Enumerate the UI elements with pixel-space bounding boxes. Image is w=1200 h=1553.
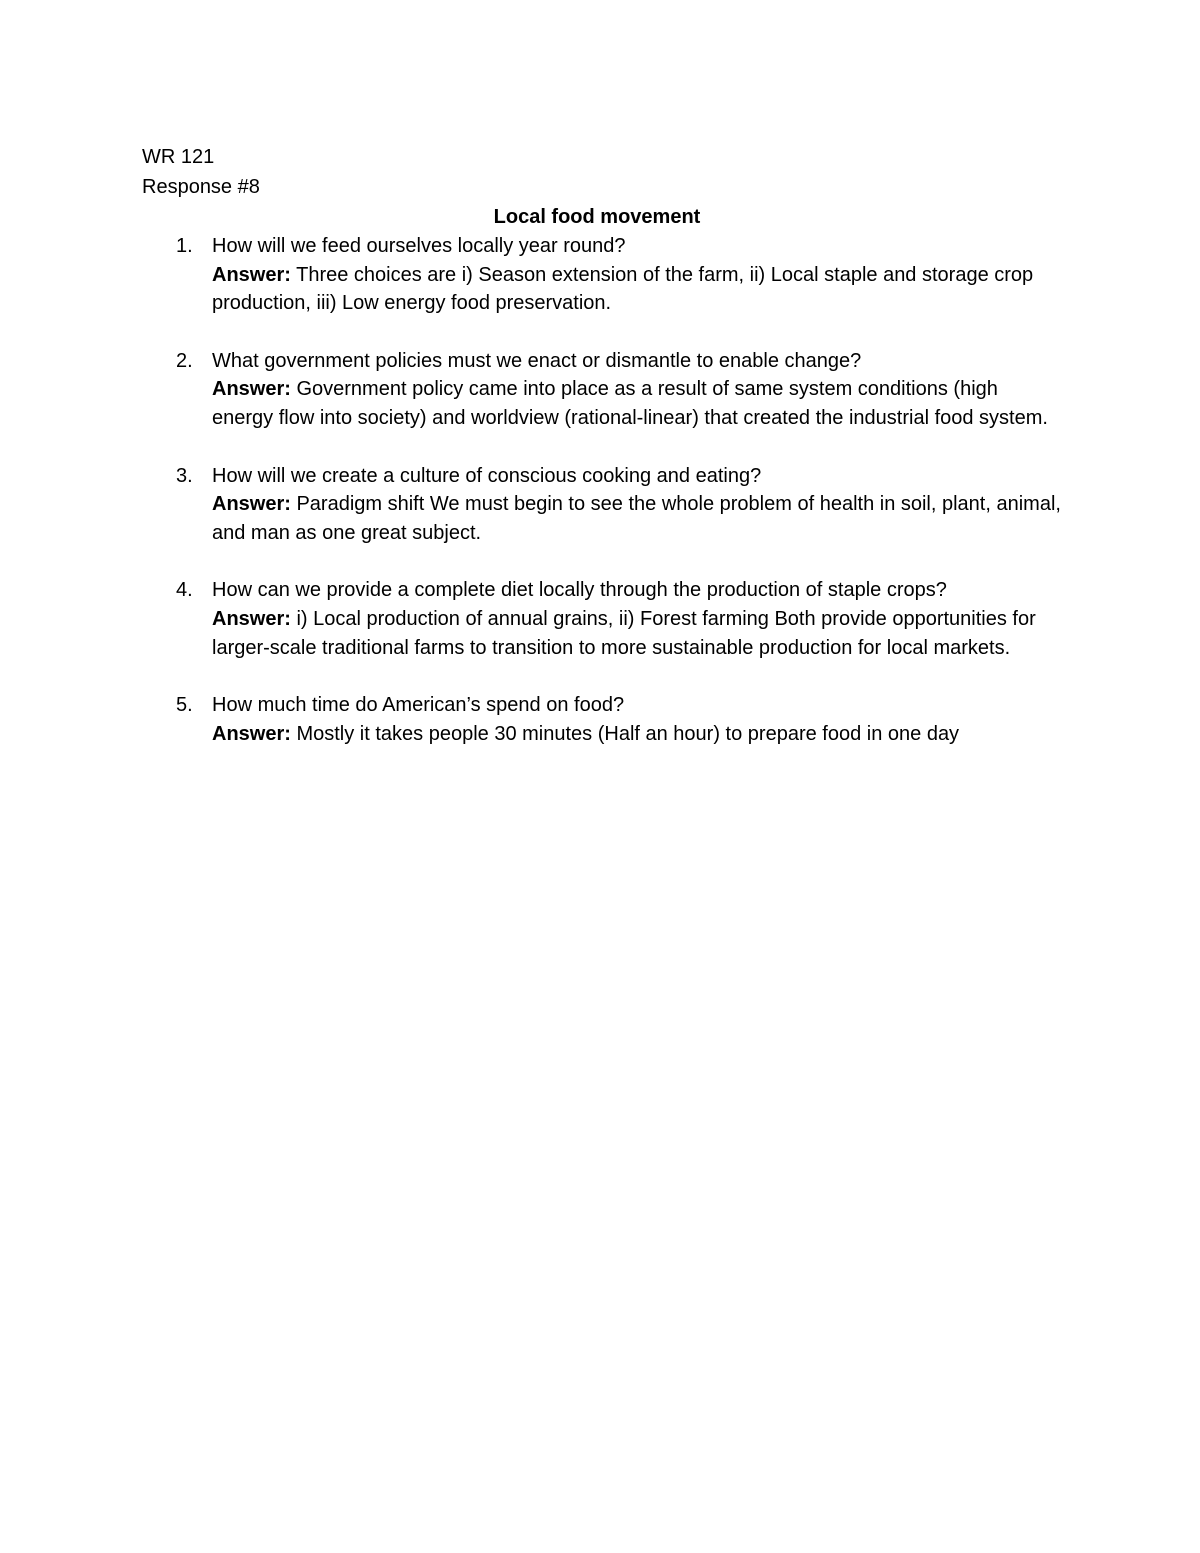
question-text: How much time do American’s spend on food? [212,694,625,717]
question-item-1 [142,232,1062,318]
question-number: 5. [176,694,193,717]
question-text: What government policies must we enact or dismantle to enable change? [212,349,862,372]
question-text: How will we feed ourselves locally year round? [212,235,626,257]
answer-label: Answer: [212,607,291,630]
course-code: WR 121 [142,146,215,168]
question-number: 4. [176,579,193,602]
answer-label: Answer: [212,493,291,516]
answer-text [212,490,1062,547]
answer-label: Answer: [212,722,291,745]
question-text: How can we provide a complete diet locally through the production of staple crops? [212,579,947,602]
answer-body: Government policy came into place as a result of same system conditions (high energy flow into society) and worldview (rational-linear) that created the industrial food system. [212,378,1048,429]
document-body [142,142,1062,777]
answer-text [212,605,1062,662]
answer-body: Three choices are i) Season extension of the farm, ii) Local staple and storage crop production, iii) Low energy food preservation. [212,263,1034,315]
answer-text [212,720,1062,749]
question-item-2 [142,347,1062,433]
question-number: 2. [176,349,193,372]
question-text: How will we create a culture of conscious cooking and eating? [212,464,762,487]
answer-label: Answer: [212,378,291,401]
answer-text [212,375,1062,432]
answer-body: i) Local production of annual grains, ii) Forest farming Both provide opportunities for larger-scale traditional farms to transition to more sustainable production for local markets. [212,607,1036,659]
document-title: Local food movement [493,206,701,228]
answer-body: Mostly it takes people 30 minutes (Half an hour) to prepare food in one day [290,722,960,745]
response-number: Response #8 [142,176,260,198]
answer-label: Answer: [212,263,291,286]
question-item-4 [142,576,1062,662]
question-list [142,232,1062,748]
question-item-5 [142,691,1062,748]
question-number: 3. [176,464,193,487]
question-item-3 [142,462,1062,548]
question-number: 1. [176,235,193,257]
answer-text [212,261,1062,318]
answer-body: Paradigm shift We must begin to see the whole problem of health in soil, plant, animal, and man as one great subject. [212,493,1061,544]
